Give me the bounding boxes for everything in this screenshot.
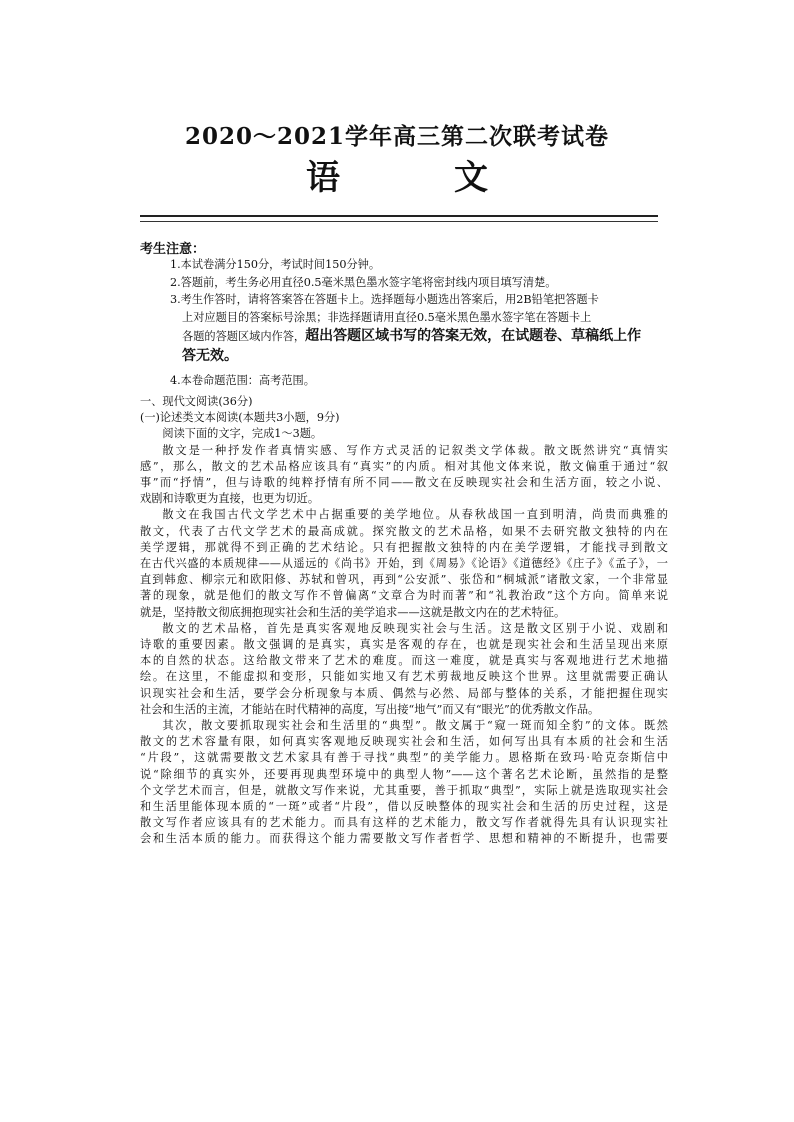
text-line: 散文，代表了古代文学艺术的最高成就。探究散文的艺术品格，如果不去研究散文独特的内在: [140, 524, 668, 538]
notice-list: [170, 256, 666, 390]
text-line: 绘。在这里，不能虚拟和变形，只能如实地又有艺术剪裁地反映这个世界。这里就需要正确认: [140, 670, 668, 684]
text-line: 散文在我国古代文学艺术中占据重要的美学地位。从春秋战国一直到明清，尚贵而典雅的: [162, 508, 668, 522]
text-line: 散文的艺术容量有限，如何真实客观地反映现实社会和生活，如何写出具有本质的社会和生活: [140, 735, 668, 749]
text-line: 个文学艺术而言，但是，就散文写作来说，尤其重要，善于抓取“典型”，实际上就是选取现实社会: [140, 783, 668, 797]
section-heading: 一、现代文阅读(36分): [140, 395, 253, 408]
divider-thick: [140, 215, 658, 217]
divider-thin: [140, 221, 658, 222]
notice-item-3-emphasis: 超出答题区域书写的答案无效，在试题卷、草稿纸上作: [305, 328, 642, 344]
text-line: 美学逻辑，那就得不到正确的艺术结论。只有把握散文独特的内在美学逻辑，才能找寻到散文: [140, 540, 668, 554]
text-line: 事”而“抒情”，但与诗歌的纯粹抒情有所不同——散文在反映现实社会和生活方面，较之小说、: [140, 476, 668, 490]
notice-item-1: 1.本试卷满分150分，考试时间150分钟。: [170, 258, 381, 271]
notice-item-4: 4.本卷命题范围：高考范围。: [170, 374, 315, 387]
notice-item-3-line-3: [170, 326, 666, 346]
text-line: 戏剧和诗歌更为直接，也更为切近。: [140, 492, 320, 506]
subject-title: 语 文: [306, 158, 528, 198]
text-line: 散文的艺术品格，首先是真实客观地反映现实社会与生活。这是散文区别于小说、戏剧和: [162, 621, 668, 635]
text-line: 直到韩愈、柳宗元和欧阳修、苏轼和曾巩，再到“公安派”、张岱和“桐城派”诸散文家，一个非常显: [140, 573, 668, 587]
text-line: 散文写作者应该具有的艺术能力。而具有这样的艺术能力，散文写作者就得先具有认识现实社: [140, 816, 668, 830]
section-instruction: 阅读下面的文字，完成1～3题。: [162, 427, 323, 441]
text-line: 识现实社会和生活，要学会分析现象与本质、偶然与必然、局部与整体的关系，才能把握住现实: [140, 686, 668, 700]
notice-heading: 考生注意：: [140, 242, 206, 257]
text-line: 就是，坚持散文彻底拥抱现实社会和生活的美学追求——这就是散文内在的艺术特征。: [140, 605, 566, 619]
text-line: 著的现象，就是他们的散文写作不曾偏离“文章合为时而著”和“礼教治政”这个方向。简单来说: [140, 589, 668, 603]
text-line: 诗歌的重要因素。散文强调的是真实，真实是客观的存在，也就是现实社会和生活呈现出来原: [140, 638, 668, 652]
text-line: “片段”，这就需要散文艺术家具有善于寻找“典型”的美学能力。恩格斯在致玛·哈克奈斯信中: [140, 751, 668, 765]
section-subheading: (一)论述类文本阅读(本题共3小题，9分): [140, 411, 340, 425]
text-line: 和生活里能体现本质的“一斑”或者“片段”，借以反映整体的现实社会和生活的历史过程，这是: [140, 800, 668, 814]
notice-item-3-line-1: 3.考生作答时，请将答案答在答题卡上。选择题每小题选出答案后，用2B铅笔把答题卡: [170, 293, 599, 306]
text-line: 散文是一种抒发作者真情实感、写作方式灵活的记叙类文学体裁。散文既然讲究“真情实: [162, 443, 668, 457]
text-line: 说“除细节的真实外，还要再现典型环境中的典型人物”——这个著名艺术论断，虽然指的是整: [140, 767, 668, 781]
notice-item-3-text: 各题的答题区域内作答，: [182, 330, 306, 343]
text-line: 在古代兴盛的本质规律——从遥远的《尚书》开始，到《周易》《论语》《道德经》《庄子》《孟子》，一: [140, 557, 668, 571]
text-line: 会和生活本质的能力。而获得这个能力需要散文写作者哲学、思想和精神的不断提升，也需要: [140, 832, 668, 846]
text-line: 其次，散文要抓取现实社会和生活里的“典型”。散文属于“窥一斑而知全豹”的文体。既然: [162, 719, 668, 733]
reading-section: [140, 394, 668, 848]
exam-title: 2020～2021学年高三第二次联考试卷: [184, 123, 610, 150]
text-line: 本的自然的状态。这给散文带来了艺术的难度。而这一难度，就是真实与客观地进行艺术地描: [140, 654, 668, 668]
text-line: 社会和生活的主流，才能站在时代精神的高度，写出接“地气”而又有“眼光”的优秀散文作品。: [140, 702, 600, 716]
notice-item-3-line-2: 上对应题目的答案标号涂黑；非选择题请用直径0.5毫米黑色墨水签字笔在答题卡上: [182, 310, 592, 324]
notice-item-2: 2.答题前，考生务必用直径0.5毫米黑色墨水签字笔将密封线内项目填写清楚。: [170, 275, 557, 289]
notice-item-3-line-4: 答无效。: [182, 348, 238, 364]
text-line: 感”，那么，散文的艺术品格应该具有“真实”的内质。相对其他文体来说，散文偏重于通过“叙: [140, 459, 668, 473]
